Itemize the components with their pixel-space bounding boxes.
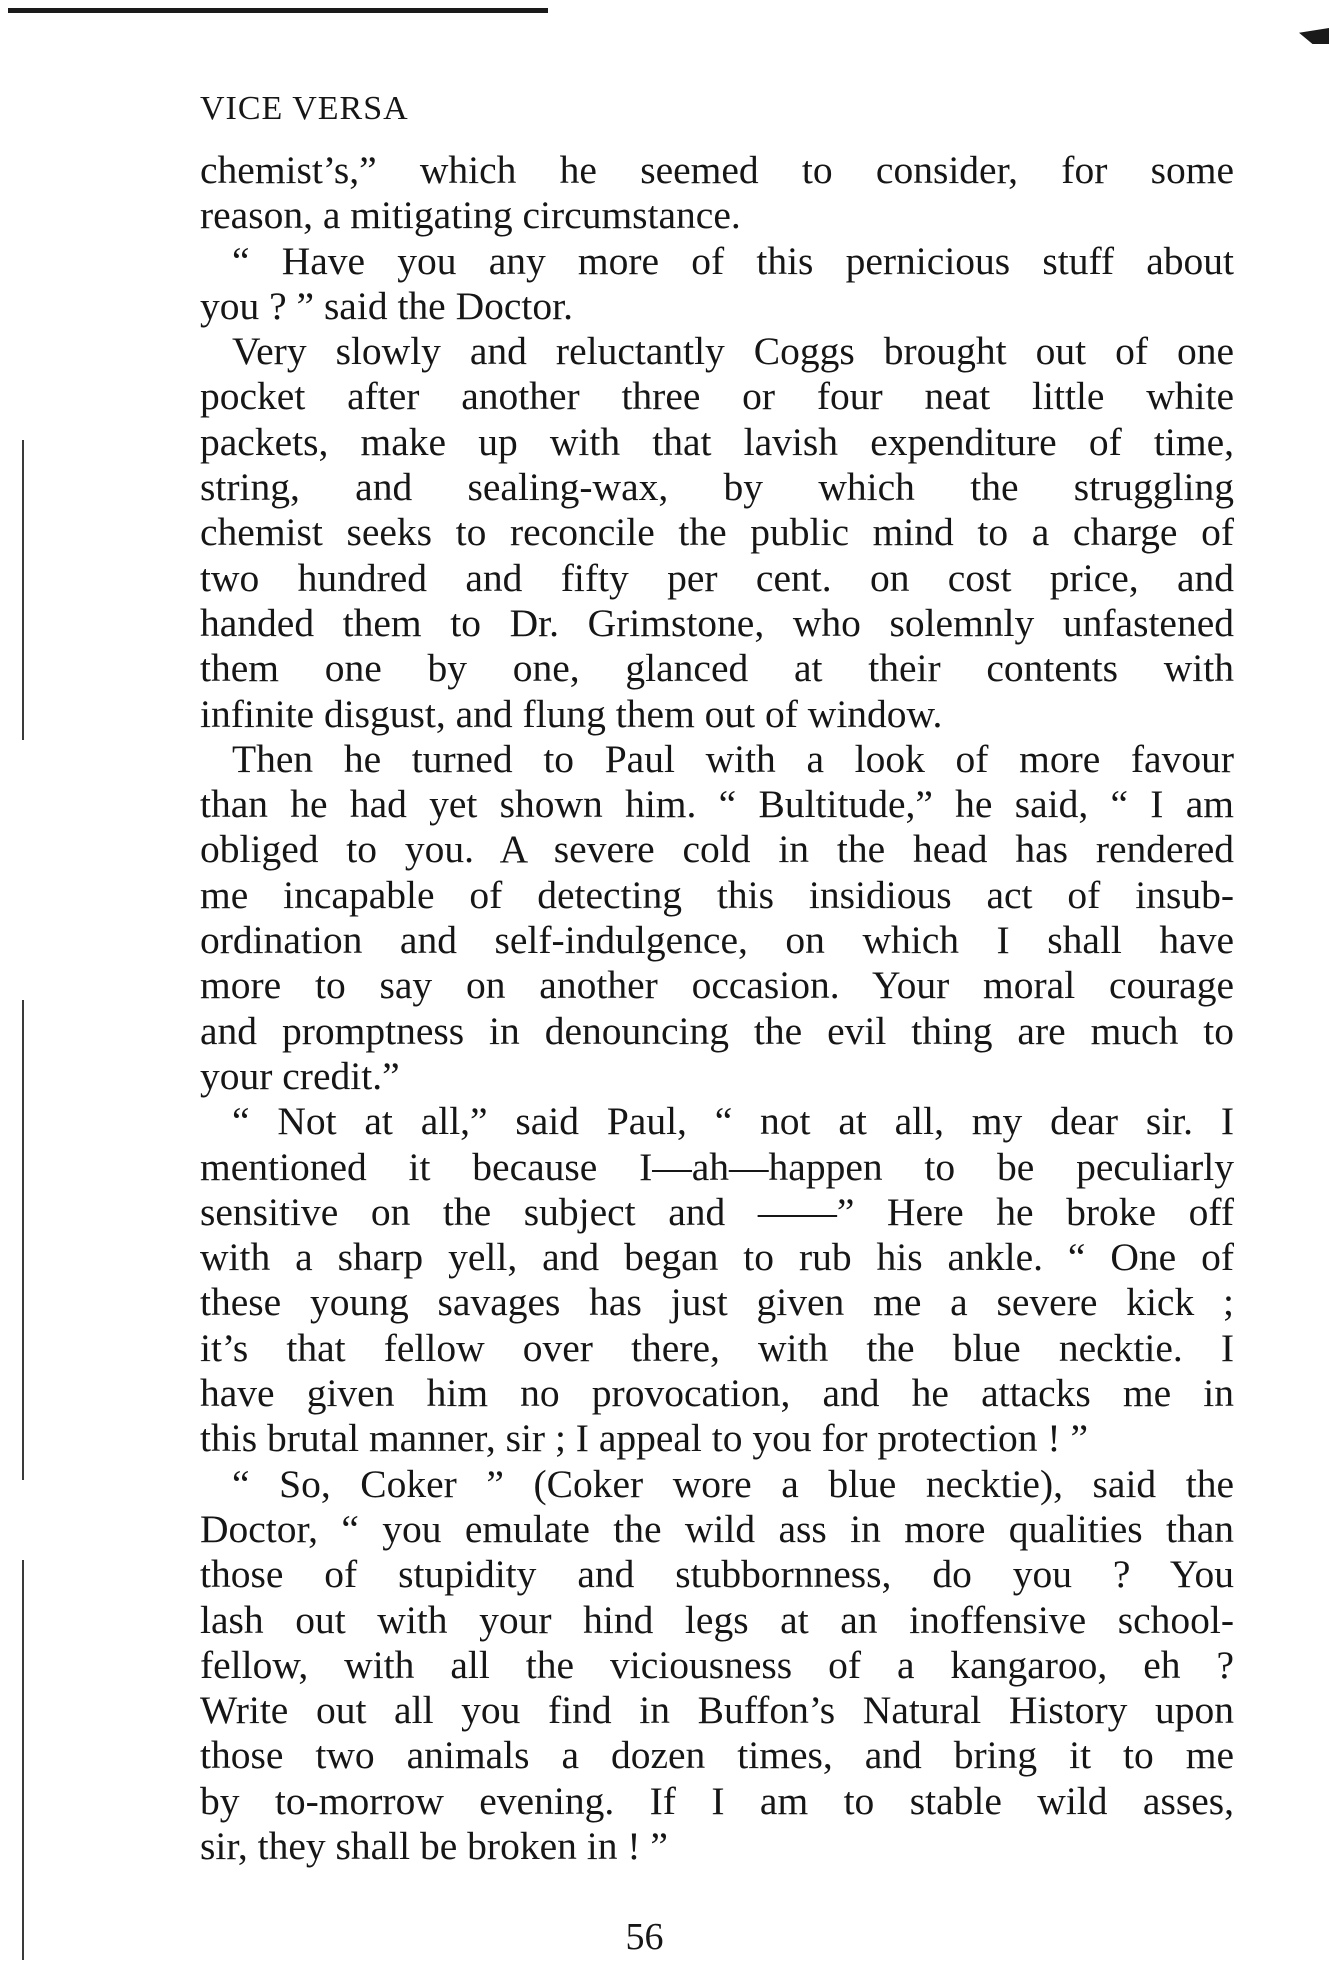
text-line: Doctor, “ you emulate the wild ass in more qualities than (200, 1506, 1234, 1551)
text-line: your credit.” (200, 1053, 400, 1098)
text-line: by to-morrow evening. If I am to stable wild asses, (200, 1778, 1234, 1823)
text-line: “ Not at all,” said Paul, “ not at all, my dear sir. I (232, 1099, 1234, 1144)
scan-top-rule (8, 8, 548, 13)
page-number: 56 (625, 1916, 664, 1958)
text-line: it’s that fellow over there, with the blue necktie. I (200, 1325, 1234, 1370)
text-line: “ Have you any more of this pernicious stuff about (232, 238, 1234, 283)
text-line: Then he turned to Paul with a look of more favour (232, 736, 1234, 781)
text-line: packets, make up with that lavish expenditure of time, (200, 419, 1234, 464)
text-line: have given him no provocation, and he attacks me in (200, 1371, 1234, 1416)
text-line: chemist seeks to reconcile the public mind to a charge of (200, 510, 1234, 555)
text-line: than he had yet shown him. “ Bultitude,” he said, “ I am (200, 782, 1234, 827)
text-line: two hundred and fifty per cent. on cost price, and (200, 555, 1234, 600)
scan-edge-line (22, 1560, 24, 1960)
text-line: Very slowly and reluctantly Coggs brought out of one (232, 329, 1234, 374)
scan-edge-line (22, 440, 24, 740)
text-line: those two animals a dozen times, and bring it to me (200, 1733, 1234, 1778)
scan-corner-mark (1299, 28, 1329, 44)
text-line: lash out with your hind legs at an inoffensive school- (200, 1597, 1234, 1642)
text-line: ordination and self-indulgence, on which I shall have (200, 918, 1234, 963)
text-line: “ So, Coker ” (Coker wore a blue necktie), said the (232, 1461, 1234, 1506)
text-line: this brutal manner, sir ; I appeal to you for protection ! ” (200, 1416, 1088, 1461)
text-line: sensitive on the subject and ——” Here he broke off (200, 1189, 1234, 1234)
text-line: them one by one, glanced at their contents with (200, 646, 1234, 691)
text-line: these young savages has just given me a severe kick ; (200, 1280, 1234, 1325)
text-line: infinite disgust, and flung them out of window. (200, 691, 943, 736)
text-line: string, and sealing-wax, by which the struggling (200, 465, 1234, 510)
text-line: chemist’s,” which he seemed to consider, for some (200, 148, 1234, 192)
running-header: VICE VERSA (200, 90, 409, 127)
body-text (200, 148, 1234, 1869)
text-line: fellow, with all the viciousness of a kangaroo, eh ? (200, 1642, 1234, 1687)
text-line: handed them to Dr. Grimstone, who solemnly unfastened (200, 600, 1234, 645)
text-line: me incapable of detecting this insidious act of insub- (200, 872, 1234, 917)
text-line: with a sharp yell, and began to rub his ankle. “ One of (200, 1235, 1234, 1280)
text-line: those of stupidity and stubbornness, do you ? You (200, 1552, 1234, 1597)
text-line: pocket after another three or four neat little white (200, 374, 1234, 419)
text-line: you ? ” said the Doctor. (200, 283, 573, 328)
text-line: reason, a mitigating circumstance. (200, 193, 741, 238)
text-line: obliged to you. A severe cold in the head has rendered (200, 827, 1234, 872)
text-line: Write out all you find in Buffon’s Natural History upon (200, 1688, 1234, 1733)
text-line: mentioned it because I—ah—happen to be peculiarly (200, 1144, 1234, 1189)
text-line: and promptness in denouncing the evil thing are much to (200, 1008, 1234, 1053)
text-line: sir, they shall be broken in ! ” (200, 1823, 668, 1868)
scan-edge-line (22, 1000, 24, 1480)
text-line: more to say on another occasion. Your moral courage (200, 963, 1234, 1008)
